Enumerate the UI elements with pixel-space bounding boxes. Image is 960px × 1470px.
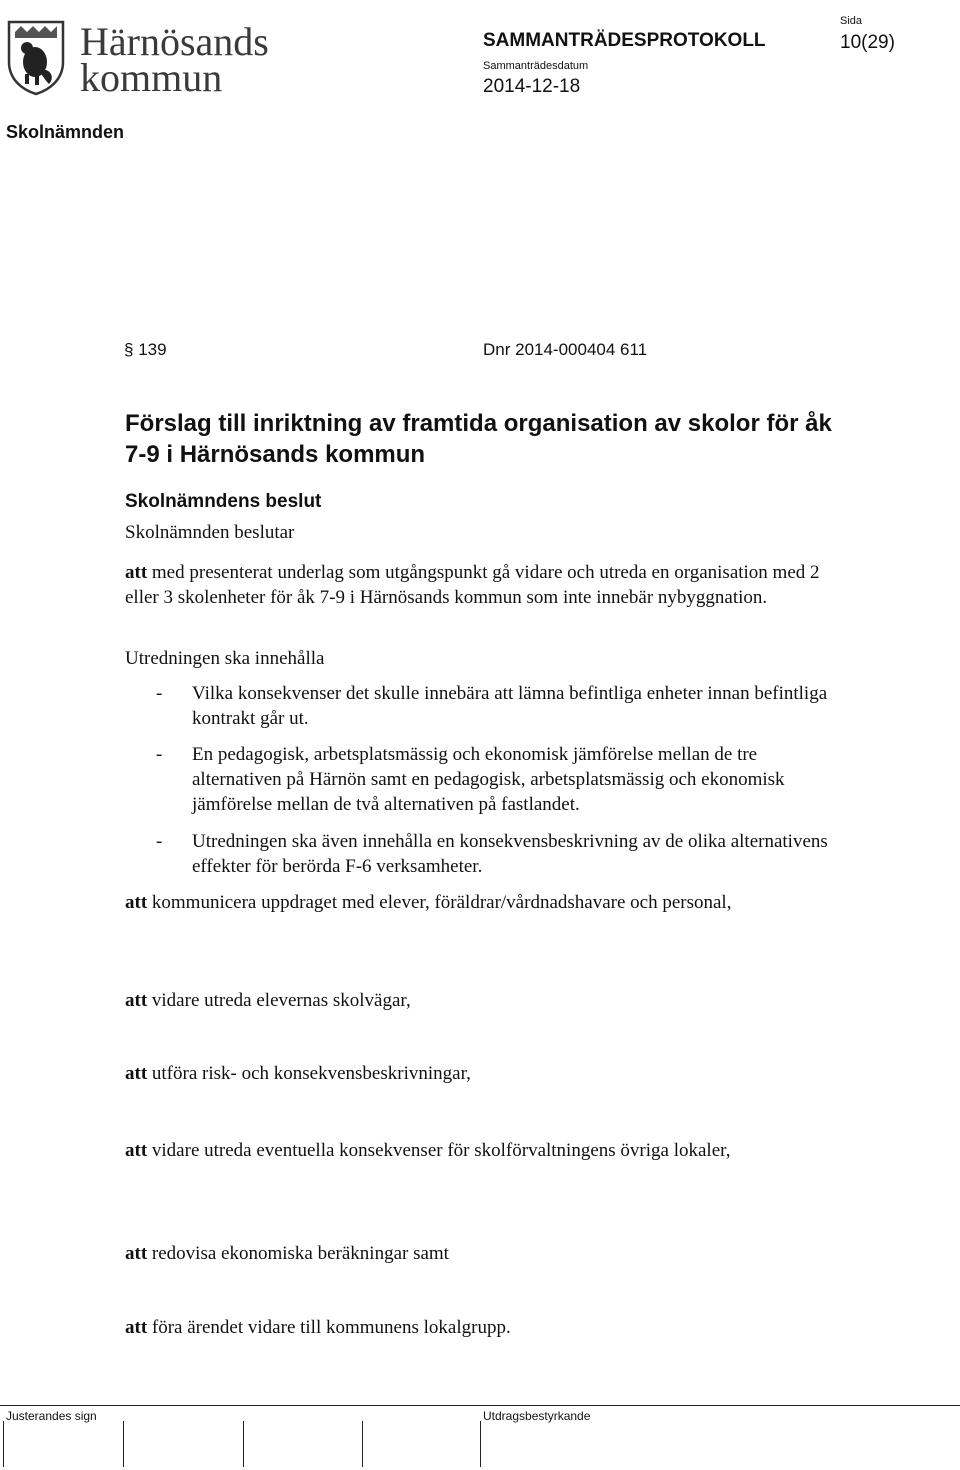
page-label: Sida bbox=[840, 15, 863, 27]
investigation-intro: Utredningen ska innehålla bbox=[125, 648, 325, 669]
decision-lead: Skolnämnden beslutar bbox=[125, 522, 295, 543]
bullet-dash: - bbox=[156, 831, 163, 852]
list-item-text: Vilka konsekvenser det skulle innebära att lämna befintliga enheter innan befintliga kontrakt går ut. bbox=[192, 683, 828, 729]
decision-text: vidare utreda eventuella konsekvenser för skolförvaltningens övriga lokaler, bbox=[151, 1140, 731, 1161]
footer-divider bbox=[0, 1405, 960, 1406]
page-title: Förslag till inriktning av framtida organisation av skolor för åk 7-9 i Härnösands kommun bbox=[125, 410, 832, 468]
registration-number: Dnr 2014-000404 611 bbox=[483, 340, 648, 359]
decision-text: redovisa ekonomiska beräkningar samt bbox=[151, 1243, 449, 1264]
logo-wordmark-line1: Härnösands bbox=[80, 19, 269, 64]
att-keyword: att bbox=[125, 892, 148, 913]
decision-item-1 bbox=[125, 560, 825, 610]
decision-item-2 bbox=[125, 890, 765, 915]
list-item bbox=[156, 742, 836, 817]
decision-text: vidare utreda elevernas skolvägar, bbox=[151, 990, 411, 1011]
att-keyword: att bbox=[125, 990, 148, 1011]
signature-box-divider bbox=[362, 1421, 363, 1467]
list-item bbox=[156, 681, 836, 731]
paragraph-number-value: 139 bbox=[138, 340, 167, 359]
list-item bbox=[156, 829, 836, 879]
decision-text: föra ärendet vidare till kommunens lokalgrupp. bbox=[151, 1317, 511, 1338]
decision-item-6 bbox=[125, 1241, 825, 1266]
document-type: SAMMANTRÄDESPROTOKOLL bbox=[483, 30, 766, 51]
list-item-text: En pedagogisk, arbetsplatsmässig och ekonomisk jämförelse mellan de tre alternativen på Härnön samt en pedagogisk, arbetsplatsmässig och ekonomisk jämförelse mellan de två alternativen på fastlandet. bbox=[192, 744, 785, 815]
coat-of-arms-logo bbox=[5, 18, 67, 96]
bullet-dash: - bbox=[156, 683, 163, 704]
att-keyword: att bbox=[125, 1140, 148, 1161]
decision-item-7 bbox=[125, 1315, 825, 1340]
decision-text: med presenterat underlag som utgångspunkt gå vidare och utreda en organisation med 2 eller 3 skolenheter för åk 7-9 i Härnösands kommun som inte innebär nybyggnation. bbox=[125, 562, 820, 608]
signature-box-divider bbox=[123, 1421, 124, 1467]
extract-certification-label: Utdragsbestyrkande bbox=[483, 1409, 591, 1423]
decision-text: utföra risk- och konsekvensbeskrivningar, bbox=[151, 1063, 471, 1084]
att-keyword: att bbox=[125, 562, 148, 583]
page-number: 10(29) bbox=[840, 32, 895, 53]
signature-label: Justerandes sign bbox=[6, 1409, 97, 1423]
decision-heading: Skolnämndens beslut bbox=[125, 491, 322, 512]
logo-wordmark-line2: kommun bbox=[80, 55, 223, 100]
section-symbol: § bbox=[124, 340, 134, 359]
decision-item-5 bbox=[125, 1133, 770, 1169]
signature-box-divider bbox=[3, 1421, 4, 1467]
signature-box-divider bbox=[243, 1421, 244, 1467]
decision-item-4 bbox=[125, 1061, 825, 1086]
meeting-date-label: Sammanträdesdatum bbox=[483, 60, 589, 72]
list-item-text: Utredningen ska även innehålla en konsekvensbeskrivning av de olika alternativens effekter för berörda F-6 verksamheter. bbox=[192, 831, 828, 877]
att-keyword: att bbox=[125, 1317, 148, 1338]
decision-item-3 bbox=[125, 988, 825, 1013]
bullet-dash: - bbox=[156, 744, 163, 765]
att-keyword: att bbox=[125, 1063, 148, 1084]
att-keyword: att bbox=[125, 1243, 148, 1264]
paragraph-number bbox=[124, 340, 167, 360]
decision-text: kommunicera uppdraget med elever, föräldrar/vårdnadshavare och personal, bbox=[151, 892, 732, 913]
meeting-date: 2014-12-18 bbox=[483, 76, 581, 97]
signature-box-divider bbox=[480, 1421, 481, 1467]
committee-name: Skolnämnden bbox=[6, 122, 125, 142]
